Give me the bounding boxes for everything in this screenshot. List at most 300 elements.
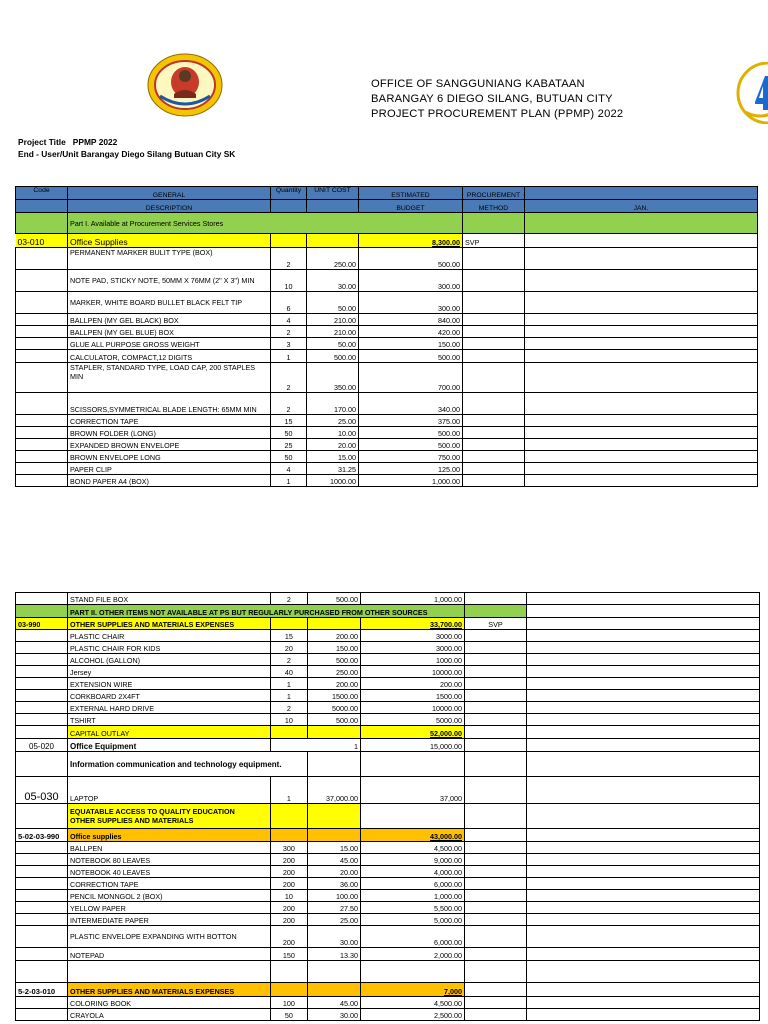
cell [463,463,525,475]
cell [527,1009,760,1021]
header-cell [271,200,307,213]
cell [16,678,68,690]
cell [16,415,68,427]
cell [527,618,760,630]
office-line-3: PROJECT PROCUREMENT PLAN (PPMP) 2022 [371,108,624,120]
item-unit-cost: 210.00 [307,326,359,338]
item-unit-cost: 250.00 [307,666,360,678]
item-unit-cost: 500.00 [307,350,359,363]
cell [16,804,68,829]
item-qty: 200 [271,866,308,878]
cell [465,948,527,961]
item-unit-cost: 15.00 [307,842,360,854]
item-desc: EXPANDED BROWN ENVELOPE [68,439,271,451]
cell [16,902,68,914]
item-desc: BROWN FOLDER (LONG) [68,427,271,439]
item-qty: 200 [271,914,308,926]
header-cell [307,200,359,213]
item-unit-cost: 170.00 [307,393,359,415]
cell [68,961,271,983]
item-desc: PENCIL MONNGOL 2 (BOX) [68,890,271,902]
cell [16,363,68,393]
cell [525,415,758,427]
item-budget: 10000.00 [361,666,465,678]
item-unit-cost: 500.00 [307,593,360,605]
item-unit-cost: 30.00 [307,1009,360,1021]
header-cell [16,200,68,213]
item-unit-cost: 45.00 [307,854,360,866]
cell [361,804,465,829]
cell [525,270,758,292]
procurement-table-part1 [15,186,758,487]
item-qty: 200 [271,878,308,890]
cell [465,690,527,702]
cell [525,451,758,463]
cell [463,292,525,314]
cell [527,739,760,752]
other-supplies-code: 03-990 [16,618,68,630]
cell [271,961,308,983]
other-supplies-2-label: OTHER SUPPLIES AND MATERIALS EXPENSES [68,983,271,997]
cell [525,314,758,326]
cell [465,605,527,618]
cell [463,475,525,487]
cell [465,902,527,914]
cell [463,314,525,326]
cell [307,961,360,983]
cell [463,451,525,463]
cell [465,961,527,983]
item-qty: 2 [271,593,308,605]
cell [16,666,68,678]
cell [16,690,68,702]
cell [525,213,758,234]
cell [525,338,758,350]
cell [465,829,527,842]
office-line-2: BARANGAY 6 DIEGO SILANG, BUTUAN CITY [371,93,613,105]
cell [16,326,68,338]
item-desc: PLASTIC CHAIR [68,630,271,642]
item-desc: TSHIRT [68,714,271,726]
item-unit-cost: 25.00 [307,914,360,926]
item-budget: 3000.00 [361,630,465,642]
item-desc: CORRECTION TAPE [68,415,271,427]
item-unit-cost: 13.30 [307,948,360,961]
item-qty: 200 [271,902,308,914]
item-budget: 340.00 [359,393,463,415]
cell [465,702,527,714]
item-unit-cost: 500.00 [307,654,360,666]
cell [527,593,760,605]
item-unit-cost: 10.00 [307,427,359,439]
item-qty: 2 [271,393,307,415]
cell [16,314,68,326]
item-unit-cost: 30.00 [307,926,360,948]
item-qty: 1 [271,475,307,487]
project-info [18,136,235,160]
item-qty: 4 [271,463,307,475]
item-budget: 4,500.00 [361,997,465,1009]
cell [16,726,68,739]
item-desc: PLASTIC CHAIR FOR KIDS [68,642,271,654]
cell [16,914,68,926]
item-qty: 50 [271,1009,308,1021]
item-qty: 2 [271,363,307,393]
cell [465,997,527,1009]
item-unit-cost: 50.00 [307,338,359,350]
header-description: DESCRIPTION [68,200,271,213]
item-qty: 2 [271,702,308,714]
item-qty: 2 [271,326,307,338]
item-unit-cost: 20.00 [307,439,359,451]
header-method: METHOD [463,200,525,213]
item-budget: 5,500.00 [361,902,465,914]
cell [527,997,760,1009]
cell [527,630,760,642]
item-desc: NOTEBOOK 80 LEAVES [68,854,271,866]
item-budget: 9,000.00 [361,854,465,866]
item-unit-cost: 36.00 [307,878,360,890]
header-general: GENERAL [68,187,271,200]
cell [465,654,527,666]
header-estimated: ESTIMATED [359,187,463,200]
header-jan: JAN. [525,200,758,213]
item-budget: 150.00 [359,338,463,350]
cell [16,270,68,292]
cell [527,890,760,902]
item-unit-cost: 31.25 [307,463,359,475]
item-qty: 200 [271,854,308,866]
item-unit-cost: 1500.00 [307,690,360,702]
item-budget: 1,000.00 [361,890,465,902]
cell [16,890,68,902]
item-qty: 2 [271,654,308,666]
item-desc: NOTEPAD [68,948,271,961]
cell [465,1009,527,1021]
cell [525,234,758,248]
sk-seal-logo [146,52,224,118]
header-code: Code [16,187,68,200]
item-budget: 300.00 [359,292,463,314]
part2-label: PART II. OTHER ITEMS NOT AVAILABLE AT PS BUT REGULARLY PURCHASED FROM OTHER SOURCES [68,605,465,618]
cell [465,678,527,690]
cell [465,739,527,752]
cell [527,702,760,714]
cell [463,427,525,439]
laptop-code: 05-030 [16,777,68,804]
cell [527,866,760,878]
cell [527,961,760,983]
item-qty: 150 [271,948,308,961]
item-unit-cost: 200.00 [307,678,360,690]
office-equipment-budget: 15,000.00 [361,739,465,752]
cell [16,702,68,714]
cell [463,248,525,270]
cell [527,666,760,678]
item-qty: 1 [271,690,308,702]
item-budget: 840.00 [359,314,463,326]
end-user-label: End - User/Unit [18,149,79,159]
item-desc: BALLPEN [68,842,271,854]
item-qty: 15 [271,630,308,642]
cell [463,213,525,234]
cell [16,854,68,866]
cell [465,983,527,997]
item-qty: 50 [271,451,307,463]
part1-label: Part I. Available at Procurement Services Stores [68,213,463,234]
cell [463,363,525,393]
cell [525,326,758,338]
cell [525,363,758,393]
cell [527,605,760,618]
item-budget: 1,000.00 [359,475,463,487]
cell [271,726,308,739]
cell [527,902,760,914]
cell [307,804,360,829]
cell [16,866,68,878]
item-budget: 700.00 [359,363,463,393]
office-equipment-label: Office Equipment [68,739,271,752]
cell [16,593,68,605]
office-supplies-2-label: Office supplies [68,829,271,842]
header-month-blank [525,187,758,200]
cell [307,234,359,248]
cell [465,804,527,829]
cell [271,234,307,248]
item-desc: Jersey [68,666,271,678]
office-supplies-2-code: 5-02-03-990 [16,829,68,842]
item-qty: 300 [271,842,308,854]
laptop-budget: 37,000 [361,777,465,804]
item-budget: 300.00 [359,270,463,292]
office-equipment-code: 05-020 [16,739,68,752]
item-qty: 1 [271,678,308,690]
cell [16,878,68,890]
cell [16,961,68,983]
item-unit-cost: 20.00 [307,866,360,878]
other-supplies-method: SVP [465,618,527,630]
item-desc: SCISSORS,SYMMETRICAL BLADE LENGTH: 65MM MIN [68,393,271,415]
item-unit-cost: 250.00 [307,248,359,270]
item-qty: 40 [271,666,308,678]
cell [16,842,68,854]
cell [465,777,527,804]
item-unit-cost: 350.00 [307,363,359,393]
item-qty: 200 [271,926,308,948]
cell [465,714,527,726]
item-qty: 1 [271,350,307,363]
cell [465,642,527,654]
cell [16,292,68,314]
item-unit-cost: 25.00 [307,415,359,427]
item-desc: NOTE PAD, STICKY NOTE, 50MM X 76MM (2" X 3") MIN [68,270,271,292]
cell [527,714,760,726]
item-desc: EXTENSION WIRE [68,678,271,690]
item-budget: 375.00 [359,415,463,427]
cell [16,248,68,270]
item-desc: BROWN ENVELOPE LONG [68,451,271,463]
office-supplies-method: SVP [463,234,525,248]
cell [527,777,760,804]
cell [16,463,68,475]
item-qty: 4 [271,314,307,326]
item-desc: PERMANENT MARKER BULIT TYPE (BOX) [68,248,271,270]
item-budget: 5000.00 [361,714,465,726]
item-qty: 2 [271,248,307,270]
cell [527,878,760,890]
cell [307,829,360,842]
cell [465,926,527,948]
laptop-qty: 1 [271,777,308,804]
cell [527,690,760,702]
cell [465,890,527,902]
item-unit-cost: 200.00 [307,630,360,642]
cell [16,427,68,439]
cell [527,842,760,854]
cell [525,427,758,439]
item-desc: STAPLER, STANDARD TYPE, LOAD CAP, 200 STAPLES MIN [68,363,271,393]
cell [16,926,68,948]
cell [361,752,465,777]
item-budget: 500.00 [359,350,463,363]
item-desc: BALLPEN (MY GEL BLUE) BOX [68,326,271,338]
cell [465,842,527,854]
item-budget: 10000.00 [361,702,465,714]
item-budget: 500.00 [359,439,463,451]
cell [16,393,68,415]
cell [16,338,68,350]
project-title-value: PPMP 2022 [72,137,118,147]
cell [527,654,760,666]
cell [465,593,527,605]
item-budget: 6,000.00 [361,926,465,948]
cell [16,642,68,654]
cell [527,829,760,842]
item-budget: 200.00 [361,678,465,690]
item-qty: 25 [271,439,307,451]
other-supplies-total: 33,700.00 [361,618,465,630]
cell [527,804,760,829]
capital-outlay-label: CAPITAL OUTLAY [68,726,271,739]
cell [16,752,68,777]
header-procurement: PROCUREMENT [463,187,525,200]
item-budget: 500.00 [359,248,463,270]
cell [465,666,527,678]
item-desc: COLORING BOOK [68,997,271,1009]
cell [16,350,68,363]
end-user-value: Barangay Diego Silang Butuan City SK [80,149,236,159]
item-desc: NOTEBOOK 40 LEAVES [68,866,271,878]
item-desc: PAPER CLIP [68,463,271,475]
cell [465,752,527,777]
item-unit-cost: 500.00 [307,714,360,726]
cell [525,393,758,415]
header-budget: BUDGET [359,200,463,213]
cell [463,393,525,415]
item-unit-cost: 100.00 [307,890,360,902]
office-supplies-2-total: 43,000.00 [361,829,465,842]
office-header [371,77,623,122]
office-equipment-qty: 1 [271,739,361,752]
item-budget: 1,000.00 [361,593,465,605]
item-unit-cost: 1000.00 [307,475,359,487]
office-line-1: OFFICE OF SANGGUNIANG KABATAAN [371,78,585,90]
header-unit-cost: UNIT COST [307,187,359,200]
header-quantity: Quantity [271,187,307,200]
cell [16,714,68,726]
item-desc: INTERMEDIATE PAPER [68,914,271,926]
cell [527,854,760,866]
cell [465,726,527,739]
cell [465,854,527,866]
other-supplies-2-code: 5-2-03-010 [16,983,68,997]
item-desc: EXTERNAL HARD DRIVE [68,702,271,714]
other-supplies-2-total: 7,000 [361,983,465,997]
cell [463,415,525,427]
cell [465,630,527,642]
office-supplies-label: Office Supplies [68,234,271,248]
item-desc: PLASTIC ENVELOPE EXPANDING WITH BOTTON [68,926,271,948]
cell [525,350,758,363]
cell [525,463,758,475]
cell [525,292,758,314]
cell [16,213,68,234]
item-unit-cost: 5000.00 [307,702,360,714]
item-budget: 4,500.00 [361,842,465,854]
item-desc: CORKBOARD 2X4FT [68,690,271,702]
capital-outlay-total: 52,000.00 [361,726,465,739]
item-desc: MARKER, WHITE BOARD BULLET BLACK FELT TIP [68,292,271,314]
item-budget: 1000.00 [361,654,465,666]
cell [271,983,308,997]
item-qty: 10 [271,890,308,902]
item-unit-cost: 50.00 [307,292,359,314]
cell [527,914,760,926]
office-supplies-total: 8,300.00 [359,234,463,248]
cell [527,642,760,654]
ict-equipment-label: Information communication and technology equipment. [68,752,308,777]
item-budget: 420.00 [359,326,463,338]
cell [527,948,760,961]
cell [463,338,525,350]
item-qty: 50 [271,427,307,439]
item-desc: STAND FILE BOX [68,593,271,605]
cell [16,654,68,666]
cell [527,752,760,777]
item-qty: 6 [271,292,307,314]
cell [463,350,525,363]
cell [465,866,527,878]
item-budget: 1500.00 [361,690,465,702]
cell [16,605,68,618]
cell [465,878,527,890]
item-qty: 10 [271,714,308,726]
other-supplies-label: OTHER SUPPLIES AND MATERIALS EXPENSES [68,618,271,630]
cell [16,475,68,487]
item-qty: 20 [271,642,308,654]
cell [271,618,308,630]
item-budget: 6,000.00 [361,878,465,890]
cell [527,678,760,690]
cell [307,983,360,997]
item-budget: 500.00 [359,427,463,439]
item-desc: GLUE ALL PURPOSE GROSS WEIGHT [68,338,271,350]
laptop-unit-cost: 37,000.00 [307,777,360,804]
item-budget: 4,000.00 [361,866,465,878]
office-supplies-code: 03-010 [16,234,68,248]
cell [525,439,758,451]
cell [307,618,360,630]
